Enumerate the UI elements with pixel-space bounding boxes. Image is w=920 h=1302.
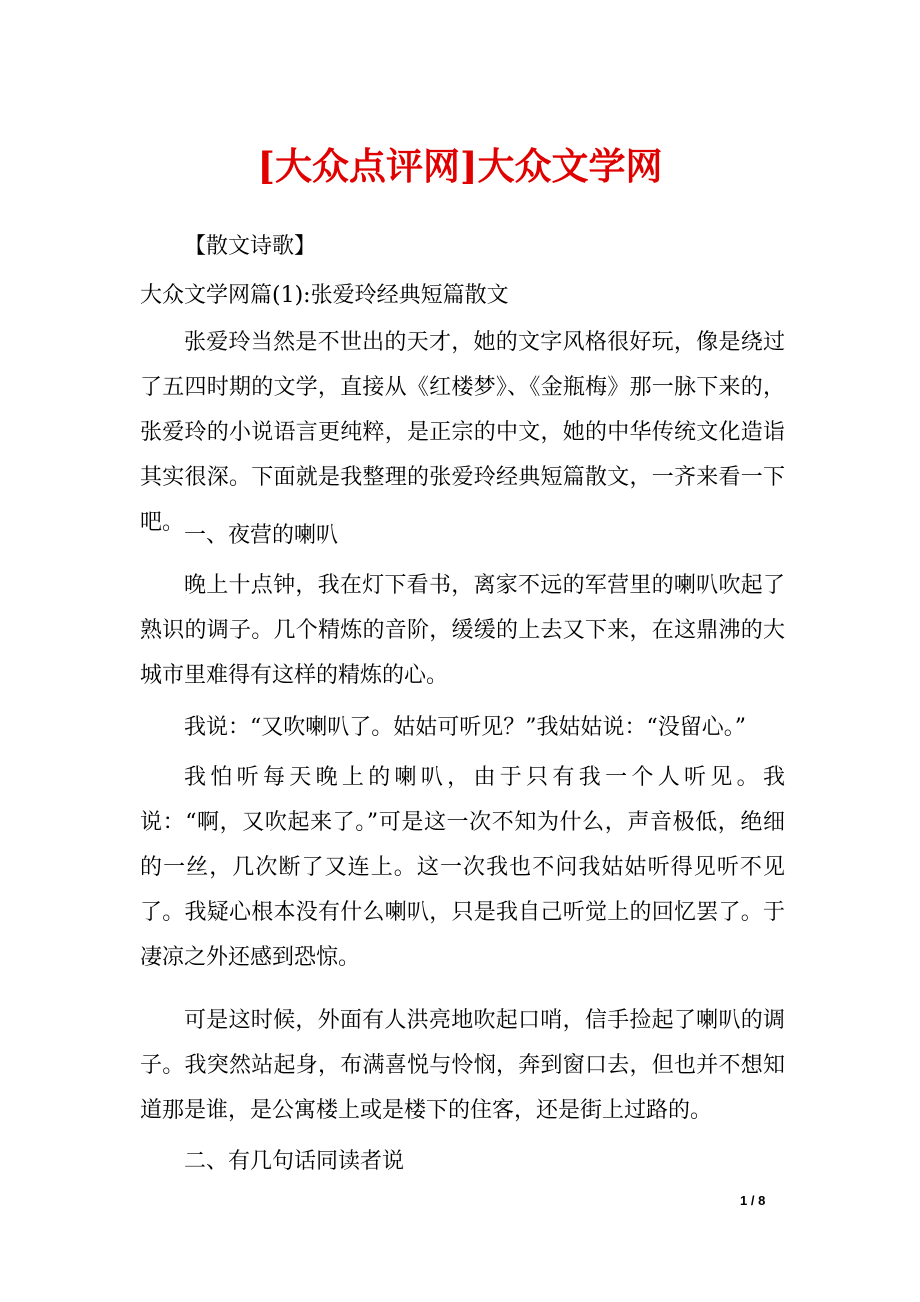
section-heading-2: 二、有几句话同读者说 [184, 1149, 405, 1174]
section1-paragraph-1: 晚上十点钟，我在灯下看书，离家不远的军营里的喇叭吹起了熟识的调子。几个精炼的音阶，缓缓的上去又下来，在这鼎沸的大城市里难得有这样的精炼的心。 [140, 573, 785, 688]
section1-paragraph-4: 可是这时候，外面有人洪亮地吹起口哨，信手捡起了喇叭的调子。我突然站起身，布满喜悦与怜悯，奔到窗口去，但也并不想知道那是谁，是公寓楼上或是楼下的住客，还是街上过路的。 [140, 1008, 785, 1123]
article-subtitle: 大众文学网篇(1):张爱玲经典短篇散文 [140, 283, 509, 308]
document-title: [大众点评网]大众文学网 [257, 144, 663, 188]
intro-paragraph: 张爱玲当然是不世出的天才，她的文字风格很好玩，像是绕过了五四时期的文学，直接从《红楼梦》、《金瓶梅》那一脉下来的，张爱玲的小说语言更纯粹，是正宗的中文，她的中华传统文化造诣其实很深。下面就是我整理的张爱玲经典短篇散文，一齐来看一下吧。 [140, 330, 785, 535]
section-heading-1: 一、夜营的喇叭 [184, 523, 339, 548]
section1-paragraph-2: 我说：“又吹喇叭了。姑姑可听见？”我姑姑说：“没留心。” [184, 715, 746, 740]
category-label: 【散文诗歌】 [184, 234, 317, 259]
section1-paragraph-3: 我怕听每天晚上的喇叭，由于只有我一个人听见。我说：“啊，又吹起来了。”可是这一次不知为什么，声音极低，绝细的一丝，几次断了又连上。这一次我也不问我姑姑听得见听不见了。我疑心根本没有什么喇叭，只是我自己听觉上的回忆罢了。于凄凉之外还感到恐惊。 [140, 765, 785, 970]
page-number: 1 / 8 [740, 1193, 766, 1208]
